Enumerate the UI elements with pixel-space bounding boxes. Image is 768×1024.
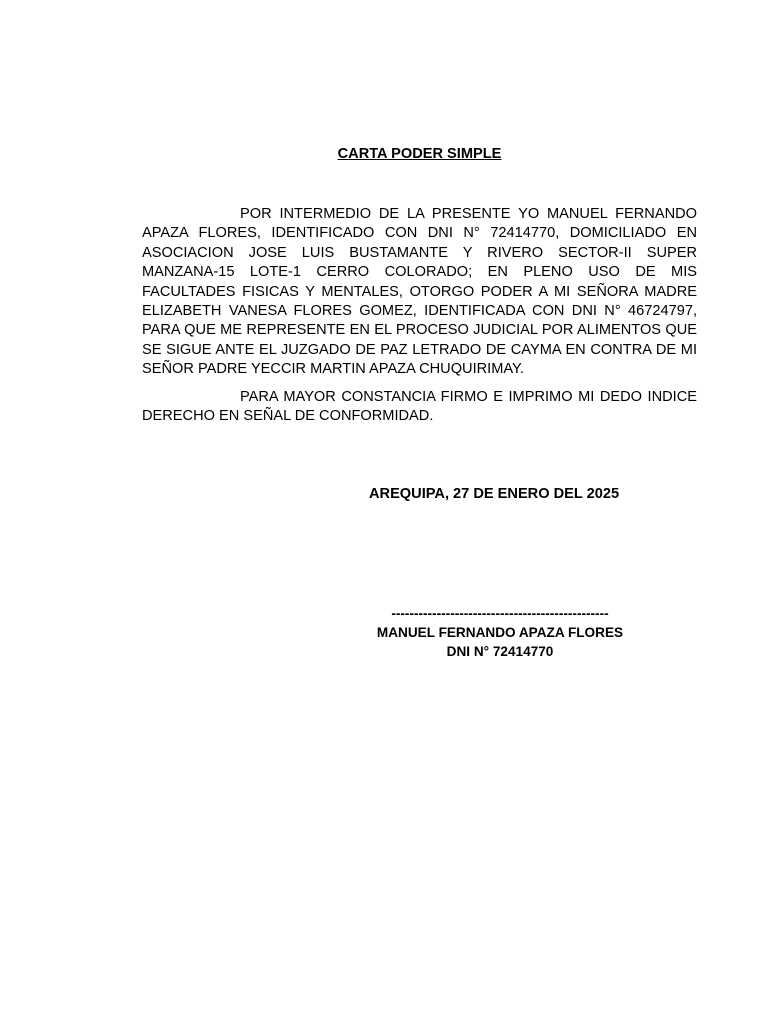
place-date: AREQUIPA, 27 DE ENERO DEL 2025 (369, 486, 620, 502)
signer-name: MANUEL FERNANDO APAZA FLORES (376, 625, 624, 640)
signer-dni: DNI N° 72414770 (446, 644, 554, 659)
document-title: CARTA PODER SIMPLE (337, 146, 502, 162)
body-paragraph-1: POR INTERMEDIO DE LA PRESENTE YO MANUEL FERNANDO APAZA FLORES, IDENTIFICADO CON DNI N° 72414770, DOMICILIADO EN ASOCIACION JOSE LUIS BUSTAMANTE Y RIVERO SECTOR-II SUPER MANZANA-15 LOTE-1 CERRO COLORADO; EN PLENO USO DE MIS FACULTADES FISICAS Y MENTALES, OTORGO PODER A MI SEÑORA MADRE ELIZABETH VANESA FLORES GOMEZ, IDENTIFICADA CON DNI N° 46724797, PARA QUE ME REPRESENTE EN EL PROCESO JUDICIAL POR ALIMENTOS QUE SE SIGUE ANTE EL JUZGADO DE PAZ LETRADO DE CAYMA EN CONTRA DE MI SEÑOR PADRE YECCIR MARTIN APAZA CHUQUIRIMAY. (142, 206, 697, 378)
document-body (142, 205, 697, 434)
document-title-block (142, 145, 697, 163)
body-paragraph-2: PARA MAYOR CONSTANCIA FIRMO E IMPRIMO MI DEDO INDICE DERECHO EN SEÑAL DE CONFORMIDAD. (142, 388, 697, 425)
signature-block (362, 604, 638, 661)
signature-line: ------------------------------------------------ (391, 606, 609, 621)
